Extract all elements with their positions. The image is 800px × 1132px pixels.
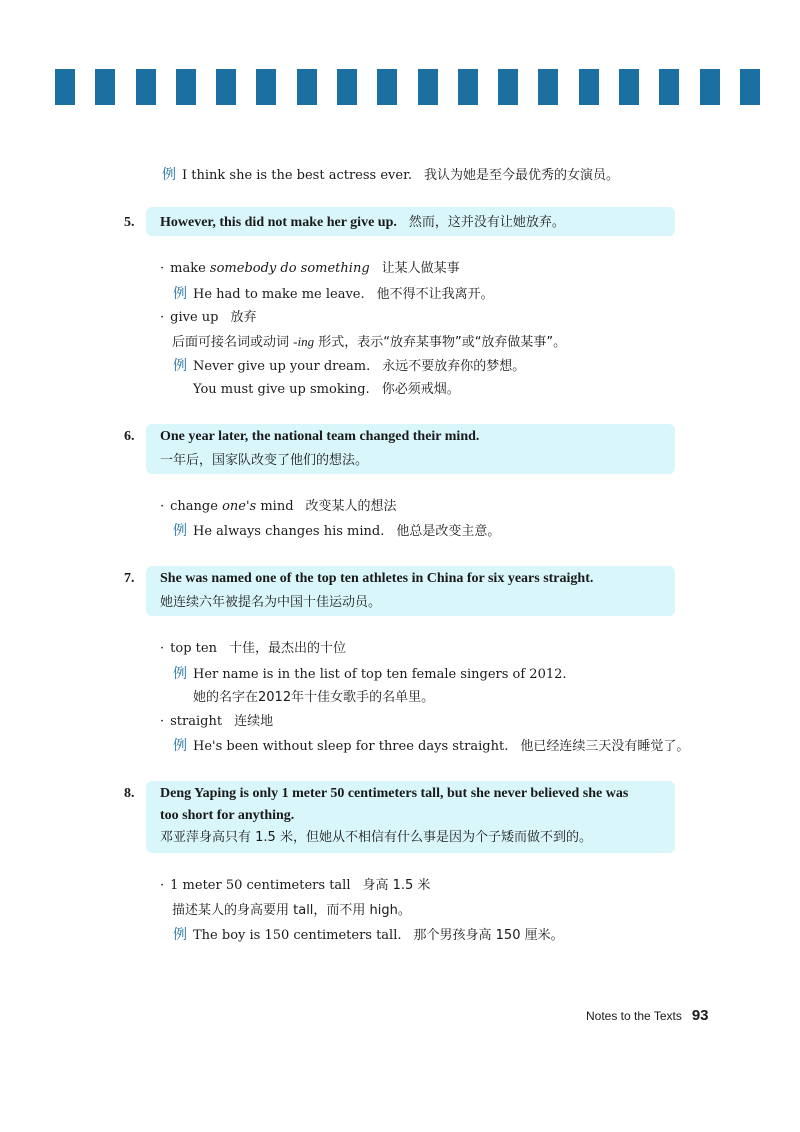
note-number: 5. — [124, 215, 135, 230]
usage-note: 描述某人的身高要用 tall，而不用 high。 — [172, 903, 411, 918]
example-line: 例 I think she is the best actress ever. 我认为她是至今最优秀的女演员。 — [162, 167, 620, 183]
example-marker-icon: 例 — [173, 666, 187, 682]
page-footer — [586, 1007, 709, 1025]
example-marker-icon: 例 — [173, 523, 187, 539]
note-number: 8. — [124, 786, 135, 801]
bullet-item: · change one's mind 改变某人的想法 — [160, 499, 397, 514]
example-line: 例 He always changes his mind. 他总是改变主意。 — [173, 523, 501, 539]
example-marker-icon: 例 — [173, 738, 187, 754]
note-sentence: She was named one of the top ten athletes in China for six years straight. — [160, 571, 594, 586]
example-line: 例 Never give up your dream. 永远不要放弃你的梦想。 — [173, 358, 526, 374]
bullet-item: · make somebody do something 让某人做某事 — [160, 261, 460, 276]
example-translation: 她的名字在2012年十佳女歌手的名单里。 — [193, 690, 435, 705]
note-number: 6. — [124, 429, 135, 444]
bullet-item: · top ten 十佳，最杰出的十位 — [160, 641, 346, 656]
example-line: 例 He had to make me leave. 他不得不让我离开。 — [173, 286, 494, 302]
note-sentence: However, this did not make her give up. 然而，这并没有让她放弃。 — [160, 215, 565, 230]
example-marker-icon: 例 — [162, 167, 176, 183]
note-sentence: Deng Yaping is only 1 meter 50 centimeters tall, but she never believed she was — [160, 786, 629, 801]
usage-note: 后面可接名词或动词 -ing 形式，表示“放弃某事物”或“放弃做某事”。 — [172, 334, 567, 350]
bullet-item: · give up 放弃 — [160, 310, 257, 325]
note-number: 7. — [124, 571, 135, 586]
note-translation: 邓亚萍身高只有 1.5 米，但她从不相信有什么事是因为个子矮而做不到的。 — [160, 830, 592, 845]
example-line: 例 The boy is 150 centimeters tall. 那个男孩身高 150 厘米。 — [173, 927, 564, 943]
example-line: You must give up smoking. 你必须戒烟。 — [193, 382, 460, 397]
footer-label: Notes to the Texts — [586, 1009, 682, 1023]
bullet-item: · straight 连续地 — [160, 714, 274, 729]
example-marker-icon: 例 — [173, 927, 187, 943]
note-sentence-cont: too short for anything. — [160, 808, 295, 823]
note-translation: 她连续六年被提名为中国十佳运动员。 — [160, 595, 382, 610]
example-marker-icon: 例 — [173, 286, 187, 302]
header-decoration — [55, 69, 760, 105]
note-sentence: One year later, the national team changed their mind. — [160, 429, 480, 444]
example-marker-icon: 例 — [173, 358, 187, 374]
note-translation: 一年后，国家队改变了他们的想法。 — [160, 453, 369, 468]
example-line: 例 He's been without sleep for three days straight. 他已经连续三天没有睡觉了。 — [173, 738, 690, 754]
bullet-item: · 1 meter 50 centimeters tall 身高 1.5 米 — [160, 878, 431, 893]
example-line: 例 Her name is in the list of top ten female singers of 2012. — [173, 666, 567, 682]
page-number: 93 — [691, 1007, 709, 1024]
